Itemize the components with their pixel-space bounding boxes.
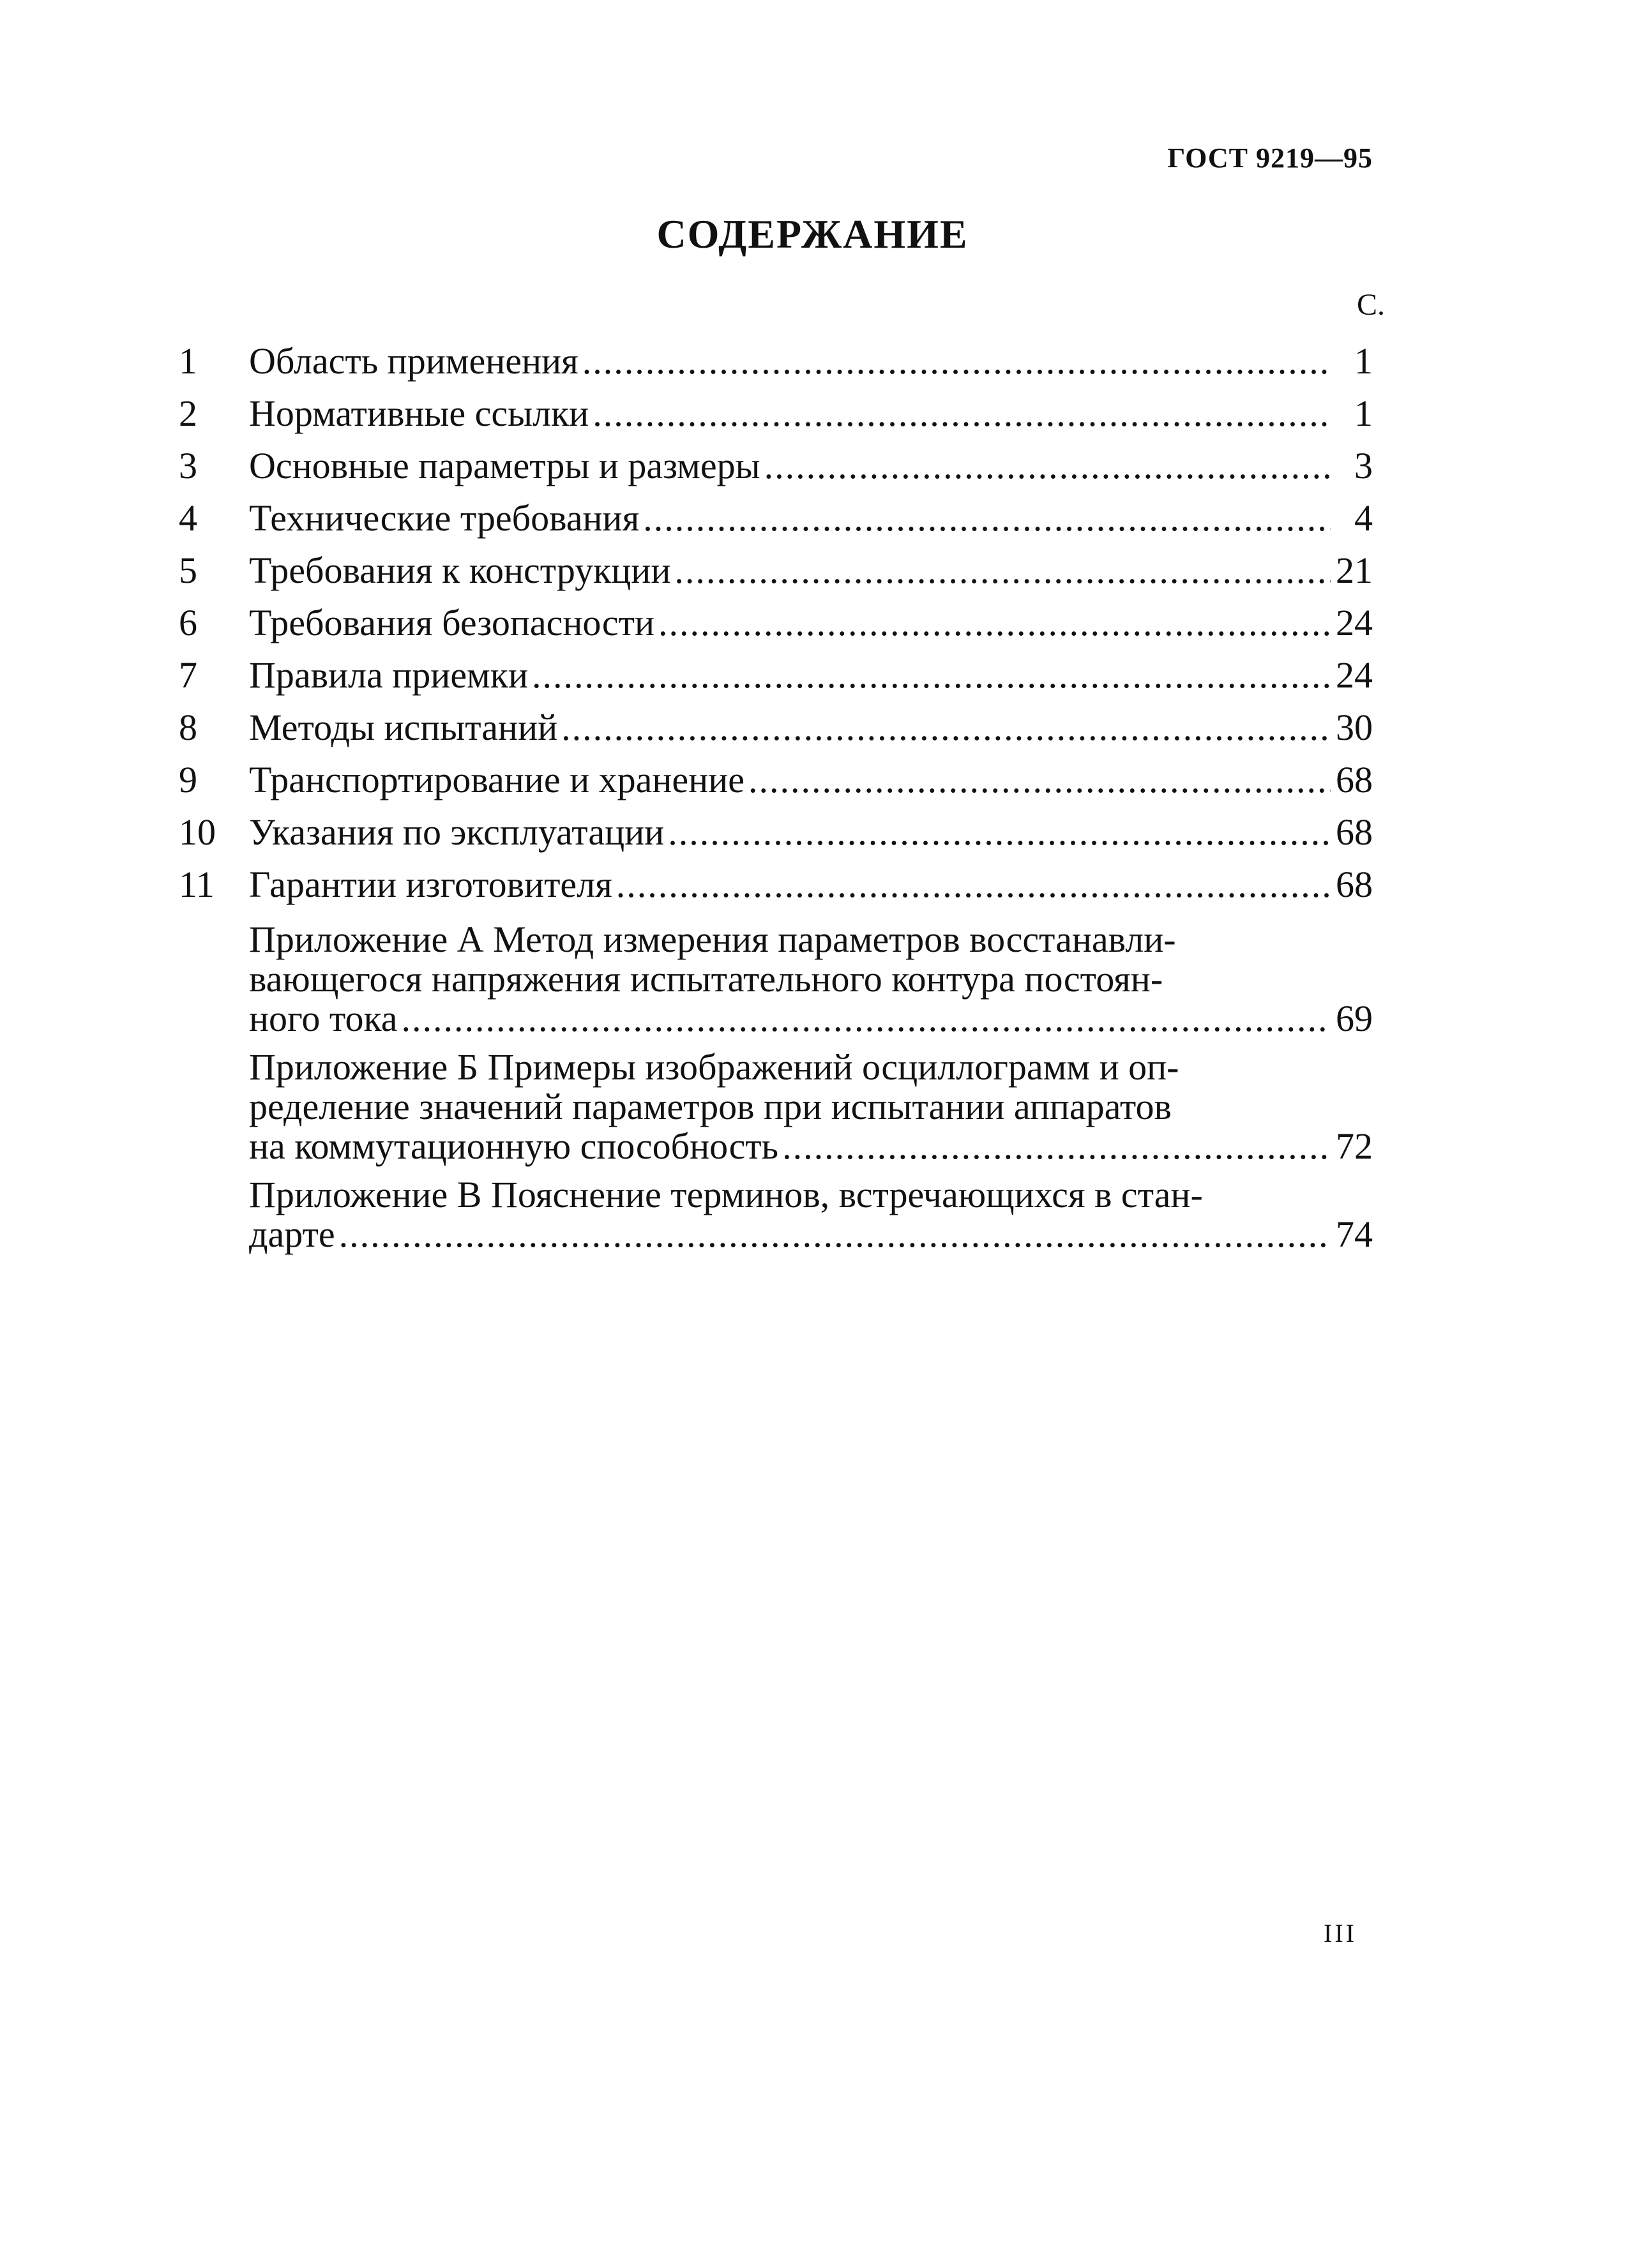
dot-leader (593, 387, 1331, 440)
toc-entry-number: 1 (179, 340, 197, 382)
appendix-last-line (249, 1215, 1373, 1254)
toc-appendix-entry (179, 1175, 1373, 1254)
toc-entry-number: 5 (179, 550, 197, 591)
appendix-title-line: ределение значений параметров при испытании аппаратов (249, 1086, 1172, 1127)
toc-entry (179, 492, 1373, 544)
appendix-title-end: на коммутационную способность (249, 1125, 779, 1167)
toc-entry-title-line (249, 492, 1373, 544)
toc-entry (179, 544, 1373, 597)
toc-entry-page: 68 (1336, 864, 1373, 905)
toc-entry-page: 24 (1336, 602, 1373, 643)
toc-entry-title: Указания по эксплуатации (249, 811, 665, 853)
toc-sections (179, 335, 1373, 911)
dot-leader (561, 702, 1331, 754)
appendix-title-end: дарте (249, 1213, 335, 1255)
toc-entry-page: 69 (1336, 998, 1373, 1039)
toc-entry-number: 10 (179, 811, 216, 853)
toc-entry-title: Область применения (249, 340, 578, 382)
toc-entry-number: 6 (179, 602, 197, 643)
toc-entry-number: 11 (179, 864, 215, 905)
appendix-title-line: Приложение Б Примеры изображений осциллограмм и оп- (249, 1046, 1179, 1088)
toc-appendix-entry (179, 1048, 1373, 1166)
toc-entry-number: 9 (179, 759, 197, 800)
toc-entry-page: 3 (1354, 445, 1373, 486)
toc-entry-title-line (249, 859, 1373, 911)
appendix-title-end: ного тока (249, 998, 398, 1039)
toc-entry-page: 68 (1336, 759, 1373, 800)
toc-entry-title: Транспортирование и хранение (249, 759, 744, 800)
toc-entry (179, 649, 1373, 702)
toc-entry-number: 7 (179, 654, 197, 696)
toc-entry-page: 72 (1336, 1125, 1373, 1167)
dot-leader (658, 597, 1331, 649)
toc-entry-page: 21 (1336, 550, 1373, 591)
toc-entry (179, 806, 1373, 859)
toc-entry-title-line (249, 440, 1373, 492)
toc-entry-title-line (249, 335, 1373, 387)
toc-entry-title-line (249, 702, 1373, 754)
toc-entry-title-line (249, 649, 1373, 702)
toc-entry (179, 859, 1373, 911)
toc-entry-title: Требования к конструкции (249, 550, 671, 591)
toc-entry-page: 1 (1354, 340, 1373, 382)
toc-entry-title-line (249, 387, 1373, 440)
toc-entry-page: 74 (1336, 1213, 1373, 1255)
toc-entry (179, 702, 1373, 754)
toc-entry-page: 1 (1354, 393, 1373, 434)
page-column-label: С. (1356, 288, 1385, 322)
toc-entry-title: Нормативные ссылки (249, 393, 589, 434)
dot-leader (339, 1215, 1331, 1254)
page-title: СОДЕРЖАНИЕ (656, 211, 969, 257)
toc-entry-page: 30 (1336, 707, 1373, 748)
toc-appendices (179, 920, 1373, 1254)
standard-code: ГОСТ 9219—95 (1167, 142, 1373, 174)
toc-entry (179, 440, 1373, 492)
dot-leader (582, 335, 1331, 387)
dot-leader (748, 754, 1331, 806)
dot-leader (674, 544, 1331, 597)
toc-entry (179, 335, 1373, 387)
dot-leader (616, 859, 1331, 911)
toc-entry-title: Основные параметры и размеры (249, 445, 760, 486)
dot-leader (764, 440, 1331, 492)
toc-entry-title: Методы испытаний (249, 707, 558, 748)
appendix-last-line (249, 999, 1373, 1039)
toc-entry-title: Гарантии изготовителя (249, 864, 612, 905)
toc-entry-number: 3 (179, 445, 197, 486)
appendix-last-line (249, 1127, 1373, 1166)
toc-entry-title-line (249, 597, 1373, 649)
toc-entry-number: 8 (179, 707, 197, 748)
toc-entry (179, 387, 1373, 440)
dot-leader (643, 492, 1331, 544)
toc-entry (179, 597, 1373, 649)
dot-leader (402, 999, 1331, 1039)
toc-entry-title: Правила приемки (249, 654, 528, 696)
page-number: III (1324, 1919, 1357, 1948)
toc-entry (179, 754, 1373, 806)
dot-leader (668, 806, 1331, 859)
appendix-title-line: Приложение В Пояснение терминов, встречающихся в стан- (249, 1174, 1203, 1215)
toc-entry-page: 4 (1354, 497, 1373, 539)
dot-leader (532, 649, 1331, 702)
toc-entry-page: 68 (1336, 811, 1373, 853)
toc-entry-title-line (249, 544, 1373, 597)
toc-entry-title-line (249, 806, 1373, 859)
appendix-title-line: Приложение А Метод измерения параметров восстанавли- (249, 919, 1176, 960)
appendix-title-line: вающегося напряжения испытательного контура постоян- (249, 958, 1163, 1000)
toc-entry-title: Требования безопасности (249, 602, 654, 643)
dot-leader (782, 1127, 1331, 1166)
toc-entry-page: 24 (1336, 654, 1373, 696)
toc-entry-title: Технические требования (249, 497, 640, 539)
toc-entry-number: 2 (179, 393, 197, 434)
table-of-contents (179, 335, 1373, 1254)
toc-appendix-entry (179, 920, 1373, 1039)
toc-entry-number: 4 (179, 497, 197, 539)
toc-entry-title-line (249, 754, 1373, 806)
